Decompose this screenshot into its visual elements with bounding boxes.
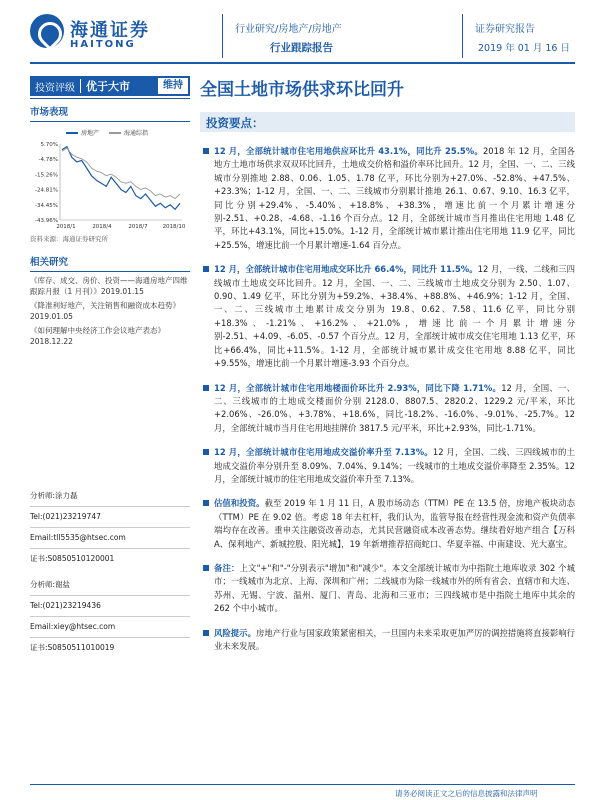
key-points-bar [200, 112, 575, 132]
rating-value: 优于大市 [86, 80, 130, 93]
analyst-info [30, 488, 190, 656]
key-point-lead: 备注： [214, 562, 240, 573]
key-point-lead: 12 月，全部统计城市住宅用地供应环比升 43.1%，同比升 25.5%。 [214, 146, 483, 156]
footer-rule [30, 784, 575, 785]
divider [30, 527, 190, 528]
key-point-body: 截至 2019 年 1 月 11 日，A 股市场动态（TTM）PE 在 13.5 倍，房地产板块动态（TTM）PE 在 9.02 倍。考虑 18 年去杠杆，我们认为，监管导报在经营性现金流和资产负债率端均存在改善。重申关注融资改善动态，尤其民营融资成本改善态势。继续看好地产组合【万科 A、保利地产、新城控股、阳光城】，19 年新增推荐招商蛇口、华夏幸福、中南建设、光大嘉宝。 [214, 498, 576, 549]
x-tick-label: 2018/4 [92, 224, 112, 230]
divider [30, 637, 190, 638]
divider [30, 548, 190, 549]
key-point-lead: 风险提示。 [214, 627, 256, 638]
report-title: 全国土地市场供求环比回升 [200, 80, 404, 100]
x-tick-label: 2018/1 [56, 224, 76, 230]
analyst-cert: 证书:S0850510120001 [30, 554, 115, 563]
key-point-lead: 12 月，全部统计城市住宅用地楼面价环比升 2.93%，同比下降 1.71%。 [214, 382, 502, 393]
y-tick-label: -15.26% [35, 172, 58, 179]
footer-disclaimer: 请务必阅读正文之后的信息披露和法律声明 [395, 789, 538, 798]
key-points-list [200, 145, 575, 664]
analyst-email[interactable]: Email:tll5535@htsec.com [30, 533, 126, 542]
key-point [200, 382, 575, 436]
logo-en: HAITONG [70, 39, 136, 50]
haitong-logo [30, 14, 190, 52]
rating-label: 投资评级 [35, 82, 75, 94]
header-report-kind: 行业跟踪报告 [270, 42, 333, 54]
key-point-body: 12 月，一线、二线和三四线城市土地成交环比回升。12 月，全国、一、二、三线城市土地成交分别为 2.50、1.07、0.90、1.49 亿平，环比分别为+59.2%、+38.4%、+88.8%、+46.9%；1-12 月，全国、一、二、三线城市土地累计成交分别为 19.8、0.62、7.58、11.6 亿平，同比分别+18.3%、-1.21%、+16.2%、+21.0%，增速比前一个月累计增速分别-2.51、+4.09、-6.05、-0.57 个百分点。12 月，全部统计城市成交住宅用地 1.13 亿平，环比+66.4%，同比+11.5%。1-12 月，全部统计城市累计成交住宅用地 8.88 亿平，同比+9.55%，增速比前一个月累计增速-3.93 个百分点。 [214, 264, 575, 369]
rating-action: 维持 [158, 78, 188, 94]
key-point [200, 562, 575, 616]
key-point [200, 263, 575, 370]
series-line-2 [62, 148, 180, 199]
header-category-path: 行业研究/房地产/房地产 [235, 24, 342, 35]
legend-label: 海通综指 [124, 130, 149, 137]
related-heading: 相关研究 [30, 257, 69, 268]
divider [30, 506, 190, 507]
key-point [200, 145, 575, 252]
key-point-body: 2018 年 12 月，全国各地方土地市场供求双双环比回升，土地成交价格和溢价率环比回升。12 月，全国、一、二、三线城市分别推地 2.88、0.06、1.05、1.78 亿平，环比分别为+27.0%、-52.8%、+47.5%、+23.3%；1-12 月，全国、一、二、三线城市分别累计推地 26.1、0.67、9.10、16.3 亿平，同比分别+29.4%、-5.40%、+18.8%、+38.3%，增速比前一个月累计增速分别-2.51、+0.28、-4.68、-1.16 个百分点。12 月，全部统计城市当月推出住宅用地 1.48 亿平，环比+43.1%，同比+15.0%。1-12 月，全部统计城市累计推出住宅用地 11.9 亿平，同比+25.5%，增速比前一个月累计增速-1.64 百分点。 [214, 146, 575, 250]
analyst-name: 分析师:谢盐 [30, 580, 71, 589]
related-item[interactable]: 《库存、成交、房价、投资——海通房地产四维跟踪月报（1 月刊）》2019.01.15 [30, 276, 188, 296]
key-point-lead: 12 月，全部统计城市住宅用地成交溢价率升至 7.13%。 [214, 447, 433, 458]
header-rule [30, 62, 575, 64]
analyst-tel: Tel:(021)23219747 [30, 512, 101, 521]
y-tick-label: -43.96% [35, 218, 58, 224]
series-line-1 [62, 147, 180, 210]
analyst-name: 分析师:涂力磊 [30, 491, 78, 500]
key-point-body: 12 月，全国、一、二、三线城市的土地成交楼面价分别 2128.0、8807.5、2820.2、1229.2 元/平米，环比+2.06%、-26.0%、+3.78%、+18.6%，同比-18.2%、-16.0%、-9.01%、-25.7%。12 月，全部统计城市当月住宅用地挂牌价 3817.5 元/平米，环比+2.93%，同比-1.71%。 [214, 382, 575, 433]
market-heading-rule [30, 121, 190, 122]
y-tick-label: -4.78% [38, 157, 58, 164]
legend-label: 房地产 [81, 130, 100, 137]
report-date: 2019 年 01 月 16 日 [478, 43, 570, 54]
header-report-type: 证券研究报告 [475, 24, 535, 35]
key-point-lead: 估值和投资。 [214, 498, 265, 509]
y-tick-label: -34.45% [35, 202, 58, 209]
key-point [200, 497, 575, 551]
header-divider [462, 14, 463, 58]
logo-cn: 海通证券 [70, 20, 150, 41]
y-tick-label: 5.70% [40, 142, 58, 148]
y-tick-label: -24.81% [35, 187, 58, 194]
related-research [30, 254, 190, 347]
market-performance-chart [30, 128, 190, 234]
divider [30, 616, 190, 617]
key-point-body: 上文"+"和"-"分别表示"增加"和"减少"。本文全部统计城市为中指院土地库收录 302 个城市；一线城市为北京、上海、深圳和广州；二线城市为除一线城市外的所有省会、直辖市和大连、苏州、无锡、宁波、温州、厦门、青岛、北海和三亚市；三四线城市是中指院土地库中其余的 262 个中小城市。 [214, 562, 576, 614]
analyst-cert: 证书:S0850511010019 [30, 643, 115, 652]
analyst-email[interactable]: Email:xiey@htsec.com [30, 622, 116, 631]
analyst-tel: Tel:(021)23219436 [30, 601, 101, 610]
key-point-lead: 12 月，全部统计城市住宅用地成交环比升 66.4%，同比升 11.5%。 [214, 264, 478, 275]
key-point-body: 房地产行业与国家政策紧密相关，一旦国内未来采取更加严厉的调控措施将直接影响行业未来发展。 [214, 627, 576, 651]
market-chart-svg [30, 128, 190, 234]
market-heading: 市场表现 [30, 107, 69, 118]
left-sidebar [30, 104, 190, 404]
related-heading-rule [30, 271, 190, 272]
chart-source: 资料来源：海通证券研究所 [30, 235, 108, 243]
x-tick-label: 2018/7 [128, 224, 148, 230]
divider [30, 595, 190, 596]
report-header [0, 0, 600, 62]
key-points-heading: 投资要点： [206, 116, 264, 130]
rating-rule [30, 98, 190, 99]
related-item[interactable]: 《如何理解中央经济工作会议地产表态》2018.12.22 [30, 326, 165, 346]
key-point-body: 12 月，全国、二线、三四线城市的土地成交溢价率分别升至 8.09%、7.04%、9.14%；一线城市的土地成交溢价率降至 2.35%。12 月，全部统计城市的住宅用地成交溢价率升至 7.13%。 [214, 447, 575, 484]
key-point [200, 627, 575, 654]
key-point [200, 446, 575, 486]
related-item[interactable]: 《降准利好地产，关注销售和融资成本趋势》2019.01.05 [30, 301, 180, 321]
haitong-logo-icon [30, 14, 64, 48]
investment-rating [30, 76, 190, 96]
x-tick-label: 2018/10 [162, 224, 186, 230]
header-divider [222, 14, 223, 58]
